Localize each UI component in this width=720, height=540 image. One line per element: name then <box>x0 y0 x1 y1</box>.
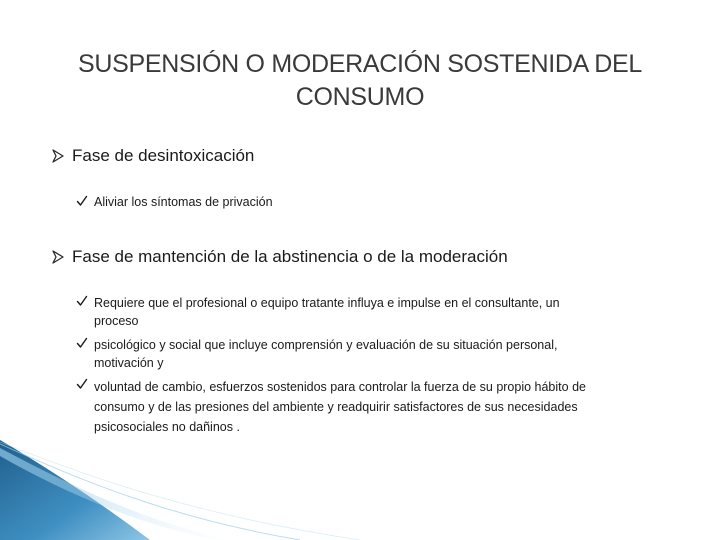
decorative-corner-swoosh <box>0 440 720 540</box>
bullet-mantencion <box>52 247 508 267</box>
sub-item-line: consumo y de las presiones del ambiente y readquirir satisfactores de sus necesidades <box>94 400 578 414</box>
slide-title <box>60 48 660 114</box>
checkmark-icon <box>76 195 88 207</box>
slide-title-line2: CONSUMO <box>295 83 425 111</box>
bullet-text: Fase de mantención de la abstinencia o de la moderación <box>72 247 508 266</box>
sub-item-psicologico <box>76 336 676 372</box>
sub-item-text: Aliviar los síntomas de privación <box>94 195 273 209</box>
arrow-bullet-icon <box>52 250 64 264</box>
sub-item-line: proceso <box>94 314 139 328</box>
sub-item-line: motivación y <box>94 356 164 370</box>
slide-title-line1: SUSPENSIÓN O MODERACIÓN SOSTENIDA DEL <box>77 50 642 78</box>
sub-item-line: psicosociales no dañinos . <box>94 420 240 434</box>
bullet-text: Fase de desintoxicación <box>72 146 255 165</box>
sub-item-line: voluntad de cambio, esfuerzos sostenidos para controlar la fuerza de su propio hábito de <box>94 380 586 394</box>
checkmark-icon <box>76 378 88 390</box>
sub-item-requiere <box>76 294 676 330</box>
sub-item-voluntad <box>76 377 686 437</box>
sub-item-aliviar <box>76 194 273 210</box>
bullet-desintoxicacion <box>52 146 254 166</box>
sub-item-line: Requiere que el profesional o equipo tratante influya e impulse en el consultante, un <box>94 296 560 310</box>
sub-item-line: psicológico y social que incluye comprensión y evaluación de su situación personal, <box>94 338 558 352</box>
arrow-bullet-icon <box>52 149 64 163</box>
checkmark-icon <box>76 337 88 349</box>
checkmark-icon <box>76 295 88 307</box>
